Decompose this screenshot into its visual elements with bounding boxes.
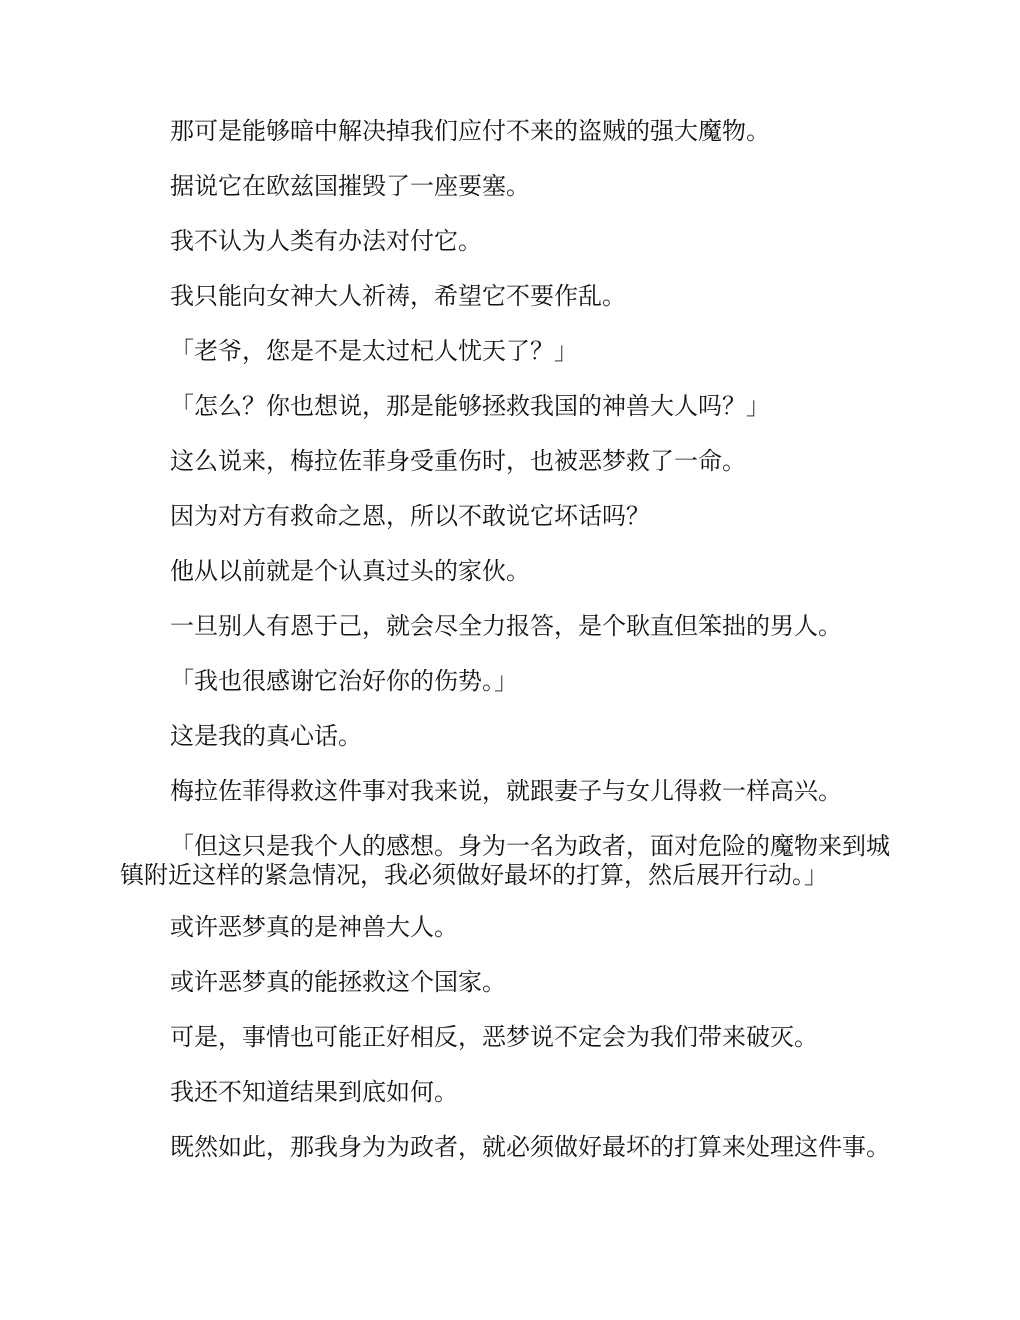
paragraph-15: 或许恶梦真的是神兽大人。 [170,913,458,941]
paragraph-7: 这么说来，梅拉佐菲身受重伤时，也被恶梦救了一命。 [170,447,746,475]
paragraph-11: 「我也很感谢它治好你的伤势。」 [170,667,518,695]
paragraph-18: 我还不知道结果到底如何。 [170,1078,458,1106]
paragraph-5: 「老爷，您是不是太过杞人忧天了？」 [170,337,578,365]
paragraph-4: 我只能向女神大人祈祷，希望它不要作乱。 [170,282,626,310]
paragraph-16: 或许恶梦真的能拯救这个国家。 [170,968,506,996]
paragraph-12: 这是我的真心话。 [170,722,362,750]
paragraph-19: 既然如此，那我身为为政者，就必须做好最坏的打算来处理这件事。 [170,1133,890,1161]
paragraph-10: 一旦别人有恩于己，就会尽全力报答，是个耿直但笨拙的男人。 [170,612,842,640]
paragraph-3: 我不认为人类有办法对付它。 [170,227,482,255]
paragraph-13: 梅拉佐菲得救这件事对我来说，就跟妻子与女儿得救一样高兴。 [170,777,842,805]
paragraph-9: 他从以前就是个认真过头的家伙。 [170,557,530,585]
paragraph-1: 那可是能够暗中解决掉我们应付不来的盗贼的强大魔物。 [170,117,770,145]
paragraph-17: 可是，事情也可能正好相反，恶梦说不定会为我们带来破灭。 [170,1023,818,1051]
paragraph-8: 因为对方有救命之恩，所以不敢说它坏话吗？ [170,502,650,530]
paragraph-6: 「怎么？你也想说，那是能够拯救我国的神兽大人吗？」 [170,392,770,420]
paragraph-2: 据说它在欧兹国摧毁了一座要塞。 [170,172,530,200]
document-page [120,117,900,1188]
paragraph-14: 「但这只是我个人的感想。身为一名为政者，面对危险的魔物来到城镇附近这样的紧急情况，我必须做好最坏的打算，然后展开行动。」 [120,832,890,889]
